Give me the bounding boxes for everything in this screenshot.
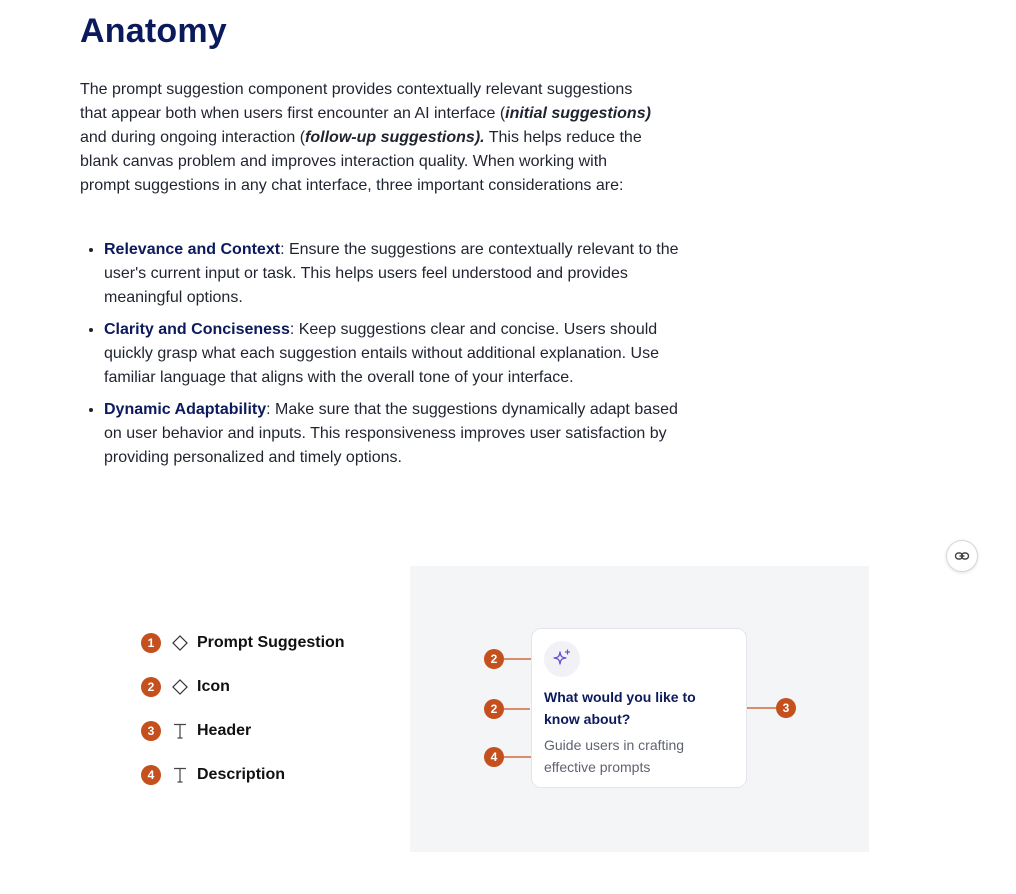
- number-badge: 2: [141, 677, 161, 697]
- callout-badge-icon: 2: [484, 649, 504, 669]
- intro-text-2: and during ongoing interaction (: [80, 129, 306, 146]
- callout-badge-header-right: 3: [776, 698, 796, 718]
- sparkle-icon: [544, 641, 580, 677]
- legend-label: Icon: [197, 678, 230, 695]
- intro-initial-suggestions: initial suggestions): [505, 105, 651, 122]
- legend-item: [141, 632, 345, 654]
- consideration-term: Clarity and Conciseness: [104, 321, 290, 338]
- component-diamond-icon: [171, 678, 189, 696]
- text-t-icon: [171, 766, 189, 784]
- intro-text-1: The prompt suggestion component provides contextually relevant suggestions that appear both when users first encounter an AI interface (: [80, 81, 633, 122]
- prompt-suggestion-card[interactable]: [531, 628, 747, 788]
- consideration-text: : Make sure that the suggestions dynamically adapt based on user behavior and inputs. This responsiveness improves user satisfaction by providing personalized and timely options.: [104, 401, 678, 466]
- intro-followup-suggestions: follow-up suggestions).: [305, 129, 485, 146]
- intro-text-3: This helps reduce the blank canvas problem and improves interaction quality. When working with prompt suggestions in any chat interface, three important considerations are:: [80, 129, 642, 194]
- text-t-icon: [171, 722, 189, 740]
- considerations-list: [80, 238, 684, 478]
- card-description: Guide users in crafting effective prompts: [544, 737, 685, 775]
- consideration-item: [104, 238, 684, 310]
- consideration-term: Relevance and Context: [104, 241, 281, 258]
- page-title: Anatomy: [80, 12, 227, 50]
- consideration-item: [104, 398, 684, 470]
- number-badge: 3: [141, 721, 161, 741]
- legend-label: Description: [197, 766, 286, 783]
- consideration-term: Dynamic Adaptability: [104, 401, 267, 418]
- anatomy-legend: [141, 632, 345, 808]
- copy-link-button[interactable]: [946, 540, 978, 572]
- legend-item: [141, 676, 345, 698]
- intro-paragraph: [80, 78, 660, 198]
- legend-label: Header: [197, 722, 252, 739]
- legend-item: [141, 720, 345, 742]
- callout-badge-description: 4: [484, 747, 504, 767]
- legend-label: Prompt Suggestion: [197, 634, 345, 651]
- callout-badge-header-left: 2: [484, 699, 504, 719]
- consideration-item: [104, 318, 684, 390]
- number-badge: 1: [141, 633, 161, 653]
- legend-item: [141, 764, 345, 786]
- consideration-text: : Keep suggestions clear and concise. Users should quickly grasp what each suggestion entails without additional explanation. Use familiar language that aligns with the overall tone of your interface.: [104, 321, 660, 386]
- anatomy-figure: [410, 566, 869, 852]
- card-header: What would you like to know about?: [544, 689, 696, 727]
- link-icon: [954, 548, 970, 564]
- consideration-text: : Ensure the suggestions are contextually relevant to the user's current input or task. This helps users feel understood and provides meaningful options.: [104, 241, 679, 306]
- number-badge: 4: [141, 765, 161, 785]
- component-diamond-icon: [171, 634, 189, 652]
